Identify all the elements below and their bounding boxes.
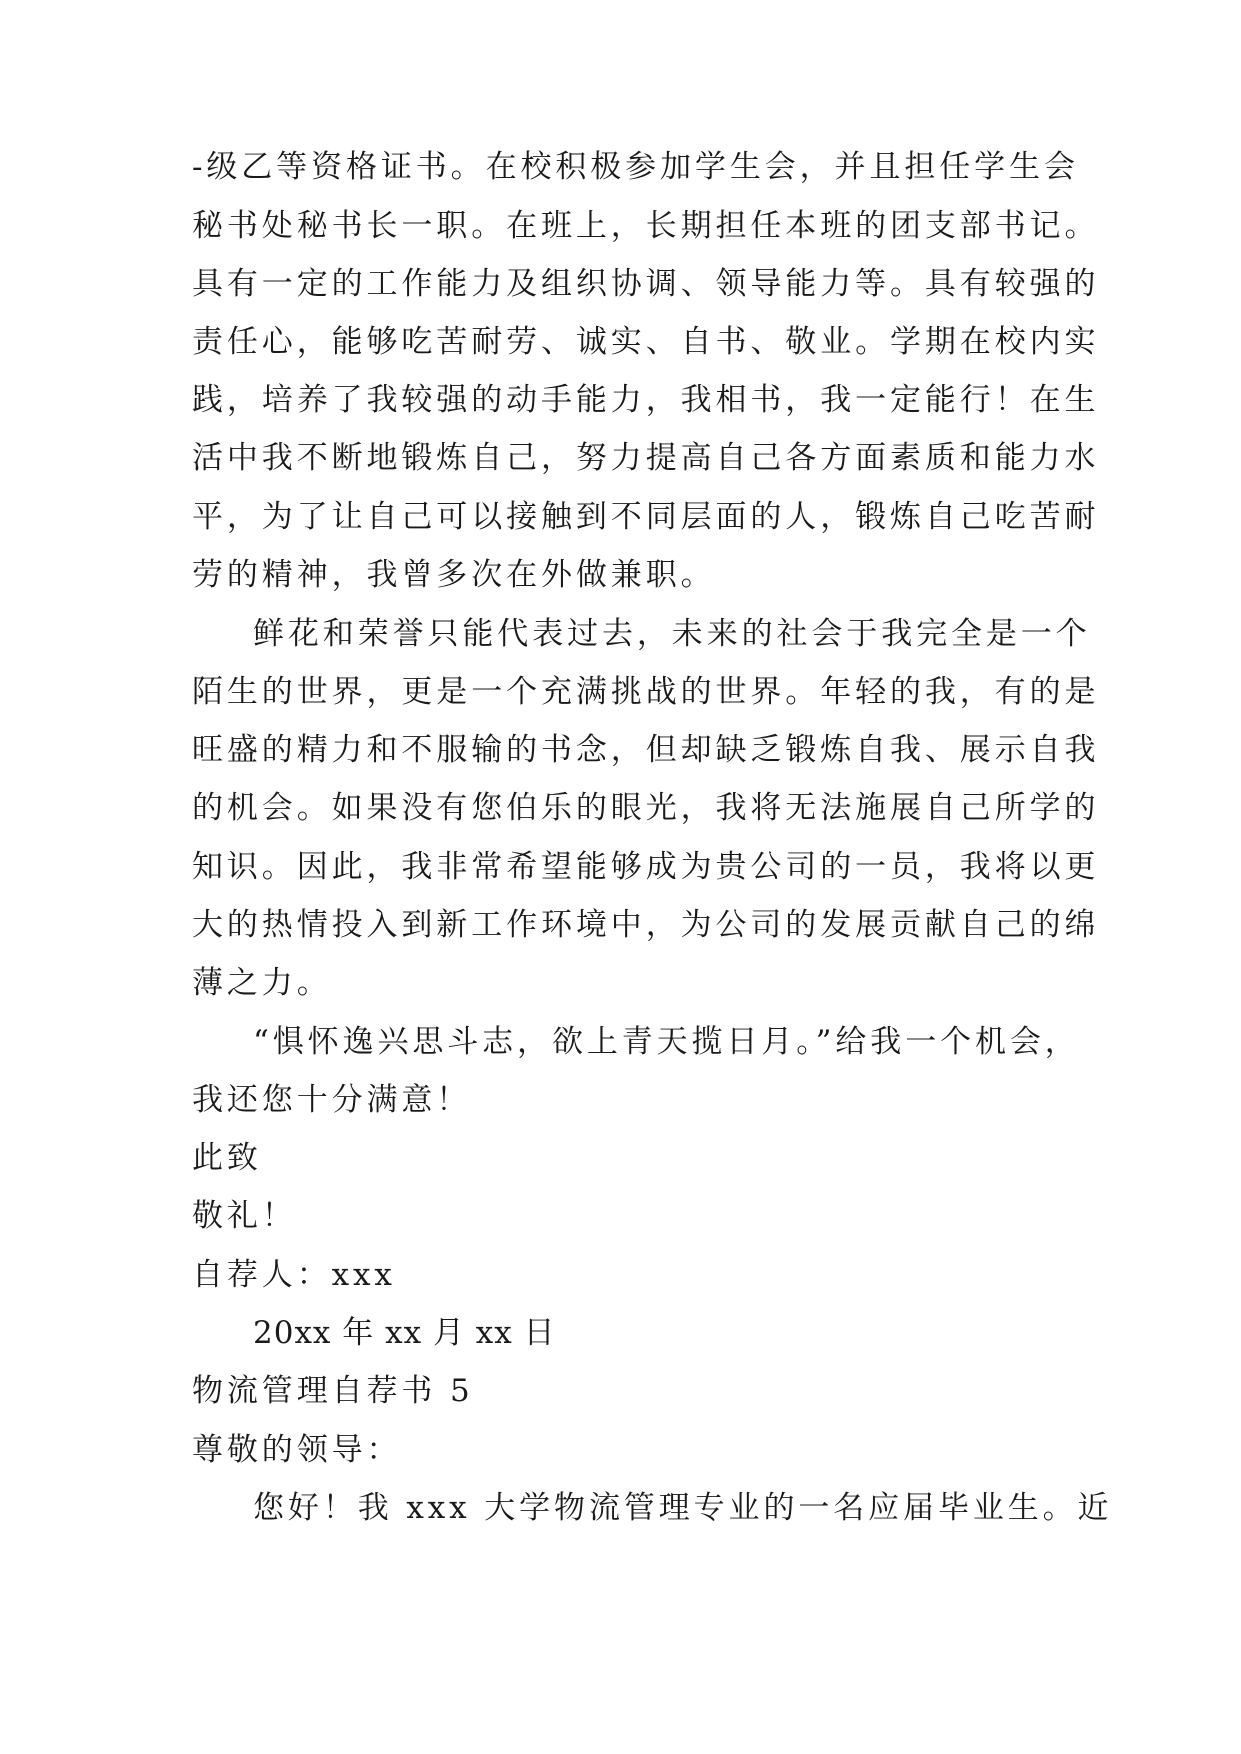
body-line: 平，为了让自己可以接触到不同层面的人，锻炼自己吃苦耐 (192, 499, 1100, 535)
quote-line: “惧怀逸兴思斗志，欲上青天揽日月。”给我一个机会， (253, 1024, 1080, 1060)
closing-salutation: 此致 (192, 1140, 262, 1176)
body-line: 的机会。如果没有您伯乐的眼光，我将无法施展自己所学的 (192, 790, 1100, 826)
body-line: 陌生的世界，更是一个充满挑战的世界。年轻的我，有的是 (192, 674, 1100, 710)
body-line: 知识。因此，我非常希望能够成为贵公司的一员，我将以更 (192, 849, 1100, 885)
paragraph-start-line: 您好！我 xxx 大学物流管理专业的一名应届毕业生。近 (253, 1490, 1113, 1526)
body-line: 具有一定的工作能力及组织协调、领导能力等。具有较强的 (192, 266, 1100, 302)
date-line: 20xx 年 xx 月 xx 日 (253, 1315, 556, 1351)
body-line: 秘书处秘书长一职。在班上，长期担任本班的团支部书记。 (192, 208, 1100, 244)
body-line: 践，培养了我较强的动手能力，我相书，我一定能行！在生 (192, 382, 1100, 418)
body-line: 劳的精神，我曾多次在外做兼职。 (192, 557, 716, 593)
body-line: 薄之力。 (192, 965, 332, 1001)
closing-regards: 敬礼！ (192, 1198, 297, 1234)
body-line: 责任心，能够吃苦耐劳、诚实、自书、敬业。学期在校内实 (192, 324, 1100, 360)
greeting-line: 尊敬的领导： (192, 1432, 402, 1468)
paragraph-start-line: 鲜花和荣誉只能代表过去，未来的社会于我完全是一个 (253, 616, 1091, 652)
body-line: 大的热情投入到新工作环境中，为公司的发展贡献自己的绵 (192, 907, 1100, 943)
section-title: 物流管理自荐书 5 (192, 1373, 474, 1409)
body-line: -级乙等资格证书。在校积极参加学生会，并且担任学生会 (192, 149, 1079, 185)
body-line: 活中我不断地锻炼自己，努力提高自己各方面素质和能力水 (192, 440, 1100, 476)
signature-line: 自荐人：xxx (192, 1257, 396, 1293)
body-line: 旺盛的精力和不服输的书念，但却缺乏锻炼自我、展示自我 (192, 732, 1100, 768)
body-line: 我还您十分满意！ (192, 1082, 472, 1118)
